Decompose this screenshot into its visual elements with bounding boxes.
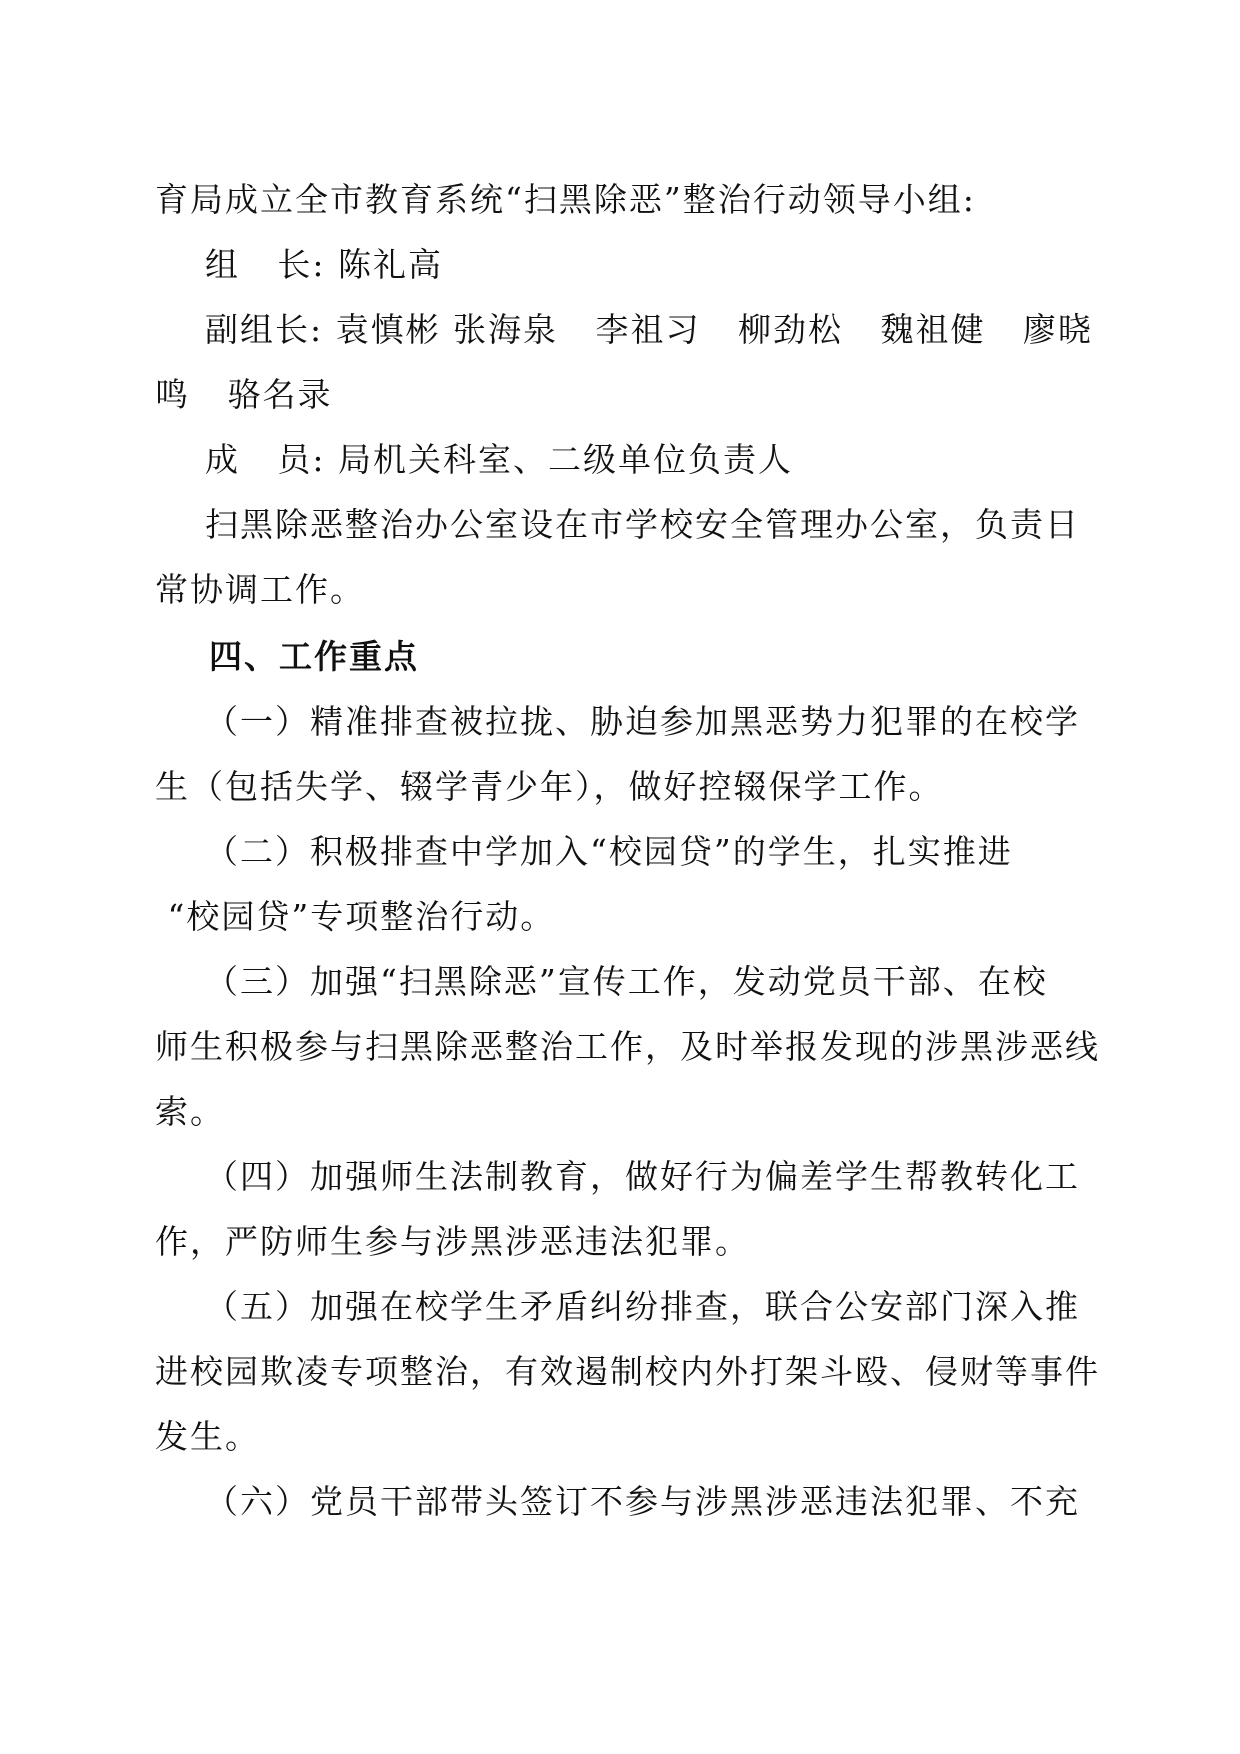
paragraph-line: （五）加强在校学生矛盾纠纷排查，联合公安部门深入推 [155, 1287, 1080, 1326]
paragraph-line: 生（包括失学、辍学青少年），做好控辍保学工作。 [155, 767, 944, 806]
paragraph-line: （二）积极排查中学加入“校园贷”的学生，扎实推进 [155, 832, 1013, 871]
paragraph-line: 常协调工作。 [155, 570, 365, 609]
paragraph-line: （三）加强“扫黑除恶”宣传工作，发动党员干部、在校 [155, 962, 1048, 1001]
paragraph-line: 成 员: 局机关科室、二级单位负责人 [155, 440, 794, 479]
paragraph-line: 作，严防师生参与涉黑涉恶违法犯罪。 [155, 1222, 750, 1261]
paragraph-line: 鸣 骆名录 [155, 375, 333, 414]
paragraph-line: 育局成立全市教育系统“扫黑除恶”整治行动领导小组: [155, 180, 976, 219]
paragraph-line: （一）精准排查被拉拢、胁迫参加黑恶势力犯罪的在校学 [155, 702, 1080, 741]
section-heading: 四、工作重点 [155, 637, 419, 676]
paragraph-line: 师生积极参与扫黑除恶整治工作，及时举报发现的涉黑涉恶线 [155, 1027, 1100, 1066]
paragraph-line: 扫黑除恶整治办公室设在市学校安全管理办公室，负责日 [155, 505, 1080, 544]
paragraph-line: 组 长: 陈礼高 [155, 245, 444, 284]
paragraph-line: “校园贷”专项整治行动。 [155, 897, 556, 936]
paragraph-line: 副组长: 袁慎彬 张海泉 李祖习 柳劲松 魏祖健 廖晓 [155, 310, 1093, 349]
paragraph-line: 索。 [155, 1092, 225, 1131]
paragraph-line: （四）加强师生法制教育，做好行为偏差学生帮教转化工 [155, 1157, 1080, 1196]
paragraph-line: （六）党员干部带头签订不参与涉黑涉恶违法犯罪、不充 [155, 1482, 1080, 1521]
paragraph-line: 发生。 [155, 1417, 260, 1456]
paragraph-line: 进校园欺凌专项整治，有效遏制校内外打架斗殴、侵财等事件 [155, 1352, 1100, 1391]
